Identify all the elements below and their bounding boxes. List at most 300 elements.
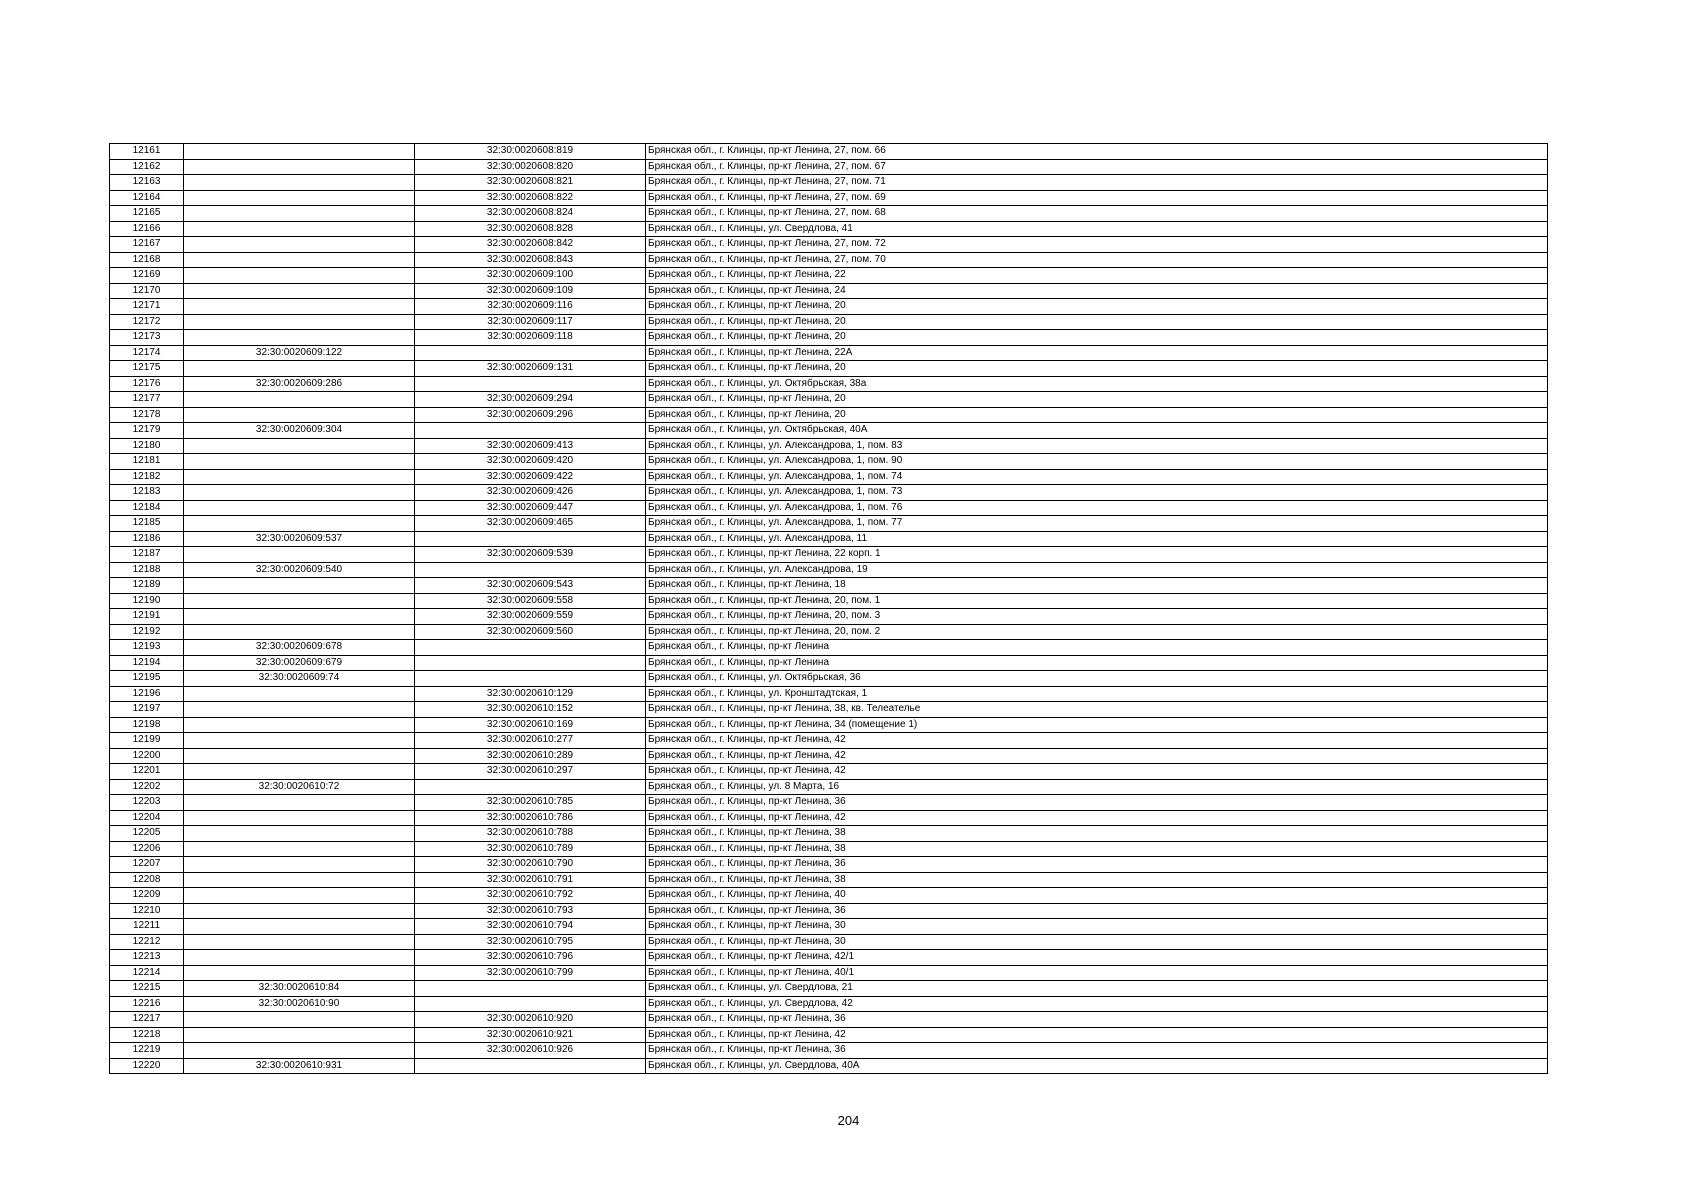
- table-row: [110, 252, 1548, 268]
- cadastral-number-secondary-cell: [415, 981, 646, 997]
- row-number-cell: 12180: [110, 438, 184, 454]
- address-cell: Брянская обл., г. Клинцы, пр-кт Ленина, 22: [646, 268, 1548, 284]
- cadastral-number-cell: [184, 330, 415, 346]
- row-number-cell: 12191: [110, 609, 184, 625]
- address-cell: Брянская обл., г. Клинцы, пр-кт Ленина, 36: [646, 795, 1548, 811]
- cadastral-number-cell: [184, 252, 415, 268]
- row-number-cell: 12183: [110, 485, 184, 501]
- table-row: [110, 903, 1548, 919]
- table-row: [110, 593, 1548, 609]
- row-number-cell: 12197: [110, 702, 184, 718]
- address-cell: Брянская обл., г. Клинцы, пр-кт Ленина, 38: [646, 826, 1548, 842]
- row-number-cell: 12193: [110, 640, 184, 656]
- row-number-cell: 12164: [110, 190, 184, 206]
- row-number-cell: 12216: [110, 996, 184, 1012]
- cadastral-number-secondary-cell: 32:30:0020609:539: [415, 547, 646, 563]
- cadastral-number-secondary-cell: 32:30:0020610:790: [415, 857, 646, 873]
- cadastral-number-secondary-cell: [415, 671, 646, 687]
- address-cell: Брянская обл., г. Клинцы, пр-кт Ленина, 24: [646, 283, 1548, 299]
- row-number-cell: 12172: [110, 314, 184, 330]
- address-cell: Брянская обл., г. Клинцы, пр-кт Ленина, 38: [646, 841, 1548, 857]
- address-cell: Брянская обл., г. Клинцы, ул. Александрова, 1, пом. 74: [646, 469, 1548, 485]
- address-cell: Брянская обл., г. Клинцы, ул. Октябрьская, 36: [646, 671, 1548, 687]
- address-cell: Брянская обл., г. Клинцы, пр-кт Ленина, 30: [646, 934, 1548, 950]
- row-number-cell: 12206: [110, 841, 184, 857]
- table-row: [110, 779, 1548, 795]
- cadastral-number-cell: [184, 872, 415, 888]
- cadastral-number-secondary-cell: 32:30:0020609:426: [415, 485, 646, 501]
- cadastral-number-cell: 32:30:0020609:304: [184, 423, 415, 439]
- address-cell: Брянская обл., г. Клинцы, пр-кт Ленина, 20, пом. 2: [646, 624, 1548, 640]
- address-cell: Брянская обл., г. Клинцы, пр-кт Ленина, 20: [646, 330, 1548, 346]
- row-number-cell: 12171: [110, 299, 184, 315]
- cadastral-number-secondary-cell: [415, 345, 646, 361]
- cadastral-number-secondary-cell: 32:30:0020608:828: [415, 221, 646, 237]
- table-row: [110, 516, 1548, 532]
- address-cell: Брянская обл., г. Клинцы, ул. Свердлова, 21: [646, 981, 1548, 997]
- row-number-cell: 12210: [110, 903, 184, 919]
- table-row: [110, 1012, 1548, 1028]
- cadastral-number-secondary-cell: 32:30:0020609:100: [415, 268, 646, 284]
- address-cell: Брянская обл., г. Клинцы, пр-кт Ленина, 27, пом. 66: [646, 144, 1548, 160]
- row-number-cell: 12199: [110, 733, 184, 749]
- address-cell: Брянская обл., г. Клинцы, пр-кт Ленина, 38, кв. Телеателье: [646, 702, 1548, 718]
- table-row: [110, 810, 1548, 826]
- table-row: [110, 624, 1548, 640]
- cadastral-number-secondary-cell: [415, 423, 646, 439]
- cadastral-number-cell: [184, 965, 415, 981]
- address-cell: Брянская обл., г. Клинцы, пр-кт Ленина, 42/1: [646, 950, 1548, 966]
- table-row: [110, 996, 1548, 1012]
- row-number-cell: 12200: [110, 748, 184, 764]
- address-cell: Брянская обл., г. Клинцы, пр-кт Ленина, 40/1: [646, 965, 1548, 981]
- row-number-cell: 12166: [110, 221, 184, 237]
- row-number-cell: 12181: [110, 454, 184, 470]
- address-cell: Брянская обл., г. Клинцы, ул. Свердлова, 41: [646, 221, 1548, 237]
- table-row: [110, 934, 1548, 950]
- table-row: [110, 407, 1548, 423]
- row-number-cell: 12190: [110, 593, 184, 609]
- table-row: [110, 1058, 1548, 1074]
- cadastral-number-secondary-cell: 32:30:0020610:788: [415, 826, 646, 842]
- cadastral-number-cell: [184, 795, 415, 811]
- table-row: [110, 330, 1548, 346]
- table-row: [110, 965, 1548, 981]
- table-row: [110, 981, 1548, 997]
- row-number-cell: 12194: [110, 655, 184, 671]
- row-number-cell: 12178: [110, 407, 184, 423]
- table-row: [110, 237, 1548, 253]
- cadastral-number-cell: [184, 454, 415, 470]
- cadastral-number-cell: 32:30:0020610:90: [184, 996, 415, 1012]
- table-row: [110, 795, 1548, 811]
- row-number-cell: 12188: [110, 562, 184, 578]
- cadastral-number-secondary-cell: 32:30:0020610:920: [415, 1012, 646, 1028]
- cadastral-number-cell: [184, 919, 415, 935]
- cadastral-number-cell: [184, 190, 415, 206]
- table-row: [110, 206, 1548, 222]
- cadastral-number-cell: [184, 237, 415, 253]
- row-number-cell: 12212: [110, 934, 184, 950]
- cadastral-number-cell: [184, 500, 415, 516]
- address-cell: Брянская обл., г. Клинцы, ул. Александрова, 1, пом. 90: [646, 454, 1548, 470]
- table-row: [110, 392, 1548, 408]
- row-number-cell: 12192: [110, 624, 184, 640]
- row-number-cell: 12174: [110, 345, 184, 361]
- address-cell: Брянская обл., г. Клинцы, пр-кт Ленина, 27, пом. 70: [646, 252, 1548, 268]
- table-row: [110, 733, 1548, 749]
- address-cell: Брянская обл., г. Клинцы, ул. Октябрьская, 38а: [646, 376, 1548, 392]
- cadastral-number-secondary-cell: 32:30:0020610:921: [415, 1027, 646, 1043]
- row-number-cell: 12205: [110, 826, 184, 842]
- row-number-cell: 12177: [110, 392, 184, 408]
- cadastral-number-cell: 32:30:0020610:84: [184, 981, 415, 997]
- cadastral-number-secondary-cell: 32:30:0020610:791: [415, 872, 646, 888]
- row-number-cell: 12168: [110, 252, 184, 268]
- address-cell: Брянская обл., г. Клинцы, пр-кт Ленина, 36: [646, 1012, 1548, 1028]
- row-number-cell: 12173: [110, 330, 184, 346]
- table-row: [110, 640, 1548, 656]
- cadastral-number-secondary-cell: 32:30:0020609:116: [415, 299, 646, 315]
- cadastral-number-secondary-cell: 32:30:0020610:152: [415, 702, 646, 718]
- address-cell: Брянская обл., г. Клинцы, пр-кт Ленина: [646, 655, 1548, 671]
- cadastral-number-secondary-cell: 32:30:0020608:819: [415, 144, 646, 160]
- table-row: [110, 283, 1548, 299]
- address-cell: Брянская обл., г. Клинцы, пр-кт Ленина, 20: [646, 314, 1548, 330]
- address-cell: Брянская обл., г. Клинцы, пр-кт Ленина, 27, пом. 67: [646, 159, 1548, 175]
- cadastral-number-secondary-cell: 32:30:0020610:297: [415, 764, 646, 780]
- address-cell: Брянская обл., г. Клинцы, пр-кт Ленина, 36: [646, 1043, 1548, 1059]
- row-number-cell: 12207: [110, 857, 184, 873]
- address-cell: Брянская обл., г. Клинцы, ул. Александрова, 11: [646, 531, 1548, 547]
- cadastral-number-secondary-cell: [415, 1058, 646, 1074]
- cadastral-number-secondary-cell: 32:30:0020610:129: [415, 686, 646, 702]
- table-row: [110, 221, 1548, 237]
- cadastral-number-secondary-cell: 32:30:0020608:842: [415, 237, 646, 253]
- cadastral-number-cell: [184, 841, 415, 857]
- cadastral-number-cell: [184, 268, 415, 284]
- cadastral-number-secondary-cell: [415, 996, 646, 1012]
- table-row: [110, 1043, 1548, 1059]
- cadastral-number-secondary-cell: 32:30:0020609:109: [415, 283, 646, 299]
- table-row: [110, 438, 1548, 454]
- table-row: [110, 764, 1548, 780]
- table-row: [110, 950, 1548, 966]
- row-number-cell: 12163: [110, 175, 184, 191]
- cadastral-number-cell: [184, 144, 415, 160]
- cadastral-number-cell: 32:30:0020609:540: [184, 562, 415, 578]
- address-cell: Брянская обл., г. Клинцы, ул. Свердлова, 42: [646, 996, 1548, 1012]
- table-row: [110, 1027, 1548, 1043]
- address-cell: Брянская обл., г. Клинцы, пр-кт Ленина, 34 (помещение 1): [646, 717, 1548, 733]
- cadastral-number-secondary-cell: 32:30:0020609:543: [415, 578, 646, 594]
- cadastral-number-secondary-cell: 32:30:0020609:117: [415, 314, 646, 330]
- cadastral-number-cell: [184, 702, 415, 718]
- cadastral-number-secondary-cell: [415, 655, 646, 671]
- address-cell: Брянская обл., г. Клинцы, пр-кт Ленина, 42: [646, 748, 1548, 764]
- cadastral-number-cell: [184, 392, 415, 408]
- cadastral-number-cell: 32:30:0020609:74: [184, 671, 415, 687]
- cadastral-number-cell: [184, 857, 415, 873]
- row-number-cell: 12203: [110, 795, 184, 811]
- address-cell: Брянская обл., г. Клинцы, пр-кт Ленина: [646, 640, 1548, 656]
- cadastral-number-secondary-cell: 32:30:0020609:413: [415, 438, 646, 454]
- cadastral-number-secondary-cell: 32:30:0020609:294: [415, 392, 646, 408]
- cadastral-number-cell: [184, 950, 415, 966]
- row-number-cell: 12214: [110, 965, 184, 981]
- table-row: [110, 717, 1548, 733]
- cadastral-number-cell: [184, 826, 415, 842]
- address-cell: Брянская обл., г. Клинцы, ул. Александрова, 1, пом. 83: [646, 438, 1548, 454]
- cadastral-number-secondary-cell: 32:30:0020610:793: [415, 903, 646, 919]
- cadastral-number-secondary-cell: [415, 640, 646, 656]
- cadastral-number-secondary-cell: 32:30:0020610:796: [415, 950, 646, 966]
- address-cell: Брянская обл., г. Клинцы, пр-кт Ленина, 30: [646, 919, 1548, 935]
- cadastral-number-secondary-cell: 32:30:0020610:794: [415, 919, 646, 935]
- cadastral-number-cell: [184, 438, 415, 454]
- table-row: [110, 454, 1548, 470]
- cadastral-number-cell: [184, 361, 415, 377]
- address-cell: Брянская обл., г. Клинцы, пр-кт Ленина, 27, пом. 69: [646, 190, 1548, 206]
- table-row: [110, 547, 1548, 563]
- row-number-cell: 12198: [110, 717, 184, 733]
- table-row: [110, 314, 1548, 330]
- cadastral-number-secondary-cell: 32:30:0020609:447: [415, 500, 646, 516]
- cadastral-number-secondary-cell: 32:30:0020609:559: [415, 609, 646, 625]
- table-row: [110, 671, 1548, 687]
- cadastral-number-cell: [184, 903, 415, 919]
- table-row: [110, 423, 1548, 439]
- cadastral-number-secondary-cell: [415, 531, 646, 547]
- cadastral-number-cell: [184, 578, 415, 594]
- cadastral-number-cell: [184, 593, 415, 609]
- cadastral-number-cell: [184, 469, 415, 485]
- address-cell: Брянская обл., г. Клинцы, пр-кт Ленина, 22 корп. 1: [646, 547, 1548, 563]
- cadastral-number-secondary-cell: 32:30:0020609:465: [415, 516, 646, 532]
- address-cell: Брянская обл., г. Клинцы, пр-кт Ленина, 38: [646, 872, 1548, 888]
- cadastral-number-cell: 32:30:0020609:286: [184, 376, 415, 392]
- row-number-cell: 12218: [110, 1027, 184, 1043]
- address-cell: Брянская обл., г. Клинцы, пр-кт Ленина, 36: [646, 857, 1548, 873]
- cadastral-number-cell: [184, 1012, 415, 1028]
- cadastral-number-secondary-cell: 32:30:0020610:799: [415, 965, 646, 981]
- address-cell: Брянская обл., г. Клинцы, ул. Александрова, 19: [646, 562, 1548, 578]
- cadastral-number-secondary-cell: 32:30:0020610:795: [415, 934, 646, 950]
- row-number-cell: 12189: [110, 578, 184, 594]
- row-number-cell: 12195: [110, 671, 184, 687]
- cadastral-number-cell: [184, 733, 415, 749]
- address-cell: Брянская обл., г. Клинцы, пр-кт Ленина, 20: [646, 407, 1548, 423]
- cadastral-number-secondary-cell: [415, 779, 646, 795]
- table-row: [110, 190, 1548, 206]
- row-number-cell: 12187: [110, 547, 184, 563]
- address-cell: Брянская обл., г. Клинцы, ул. Александрова, 1, пом. 76: [646, 500, 1548, 516]
- cadastral-number-secondary-cell: 32:30:0020610:926: [415, 1043, 646, 1059]
- table-row: [110, 655, 1548, 671]
- address-cell: Брянская обл., г. Клинцы, пр-кт Ленина, 36: [646, 903, 1548, 919]
- address-cell: Брянская обл., г. Клинцы, пр-кт Ленина, 27, пом. 72: [646, 237, 1548, 253]
- row-number-cell: 12202: [110, 779, 184, 795]
- address-cell: Брянская обл., г. Клинцы, пр-кт Ленина, 22А: [646, 345, 1548, 361]
- cadastral-number-secondary-cell: 32:30:0020610:786: [415, 810, 646, 826]
- table-row: [110, 361, 1548, 377]
- row-number-cell: 12182: [110, 469, 184, 485]
- registry-sheet: [109, 143, 1548, 1074]
- cadastral-number-cell: [184, 175, 415, 191]
- table-row: [110, 609, 1548, 625]
- table-row: [110, 702, 1548, 718]
- table-row: [110, 888, 1548, 904]
- cadastral-number-cell: [184, 547, 415, 563]
- row-number-cell: 12169: [110, 268, 184, 284]
- cadastral-number-cell: 32:30:0020609:679: [184, 655, 415, 671]
- row-number-cell: 12217: [110, 1012, 184, 1028]
- cadastral-number-secondary-cell: 32:30:0020610:289: [415, 748, 646, 764]
- row-number-cell: 12201: [110, 764, 184, 780]
- address-cell: Брянская обл., г. Клинцы, пр-кт Ленина, 42: [646, 1027, 1548, 1043]
- cadastral-number-secondary-cell: [415, 562, 646, 578]
- cadastral-number-cell: [184, 1043, 415, 1059]
- cadastral-number-cell: [184, 888, 415, 904]
- address-cell: Брянская обл., г. Клинцы, пр-кт Ленина, 42: [646, 810, 1548, 826]
- row-number-cell: 12220: [110, 1058, 184, 1074]
- cadastral-number-secondary-cell: 32:30:0020609:118: [415, 330, 646, 346]
- cadastral-number-cell: [184, 686, 415, 702]
- address-cell: Брянская обл., г. Клинцы, ул. Октябрьская, 40А: [646, 423, 1548, 439]
- cadastral-number-secondary-cell: 32:30:0020608:821: [415, 175, 646, 191]
- registry-table-body: [110, 144, 1548, 1074]
- row-number-cell: 12211: [110, 919, 184, 935]
- table-row: [110, 485, 1548, 501]
- address-cell: Брянская обл., г. Клинцы, пр-кт Ленина, 27, пом. 71: [646, 175, 1548, 191]
- row-number-cell: 12204: [110, 810, 184, 826]
- table-row: [110, 841, 1548, 857]
- address-cell: Брянская обл., г. Клинцы, пр-кт Ленина, 42: [646, 764, 1548, 780]
- cadastral-number-cell: [184, 283, 415, 299]
- address-cell: Брянская обл., г. Клинцы, пр-кт Ленина, 27, пом. 68: [646, 206, 1548, 222]
- cadastral-number-cell: [184, 624, 415, 640]
- cadastral-number-cell: 32:30:0020609:122: [184, 345, 415, 361]
- row-number-cell: 12184: [110, 500, 184, 516]
- address-cell: Брянская обл., г. Клинцы, пр-кт Ленина, 20, пом. 3: [646, 609, 1548, 625]
- address-cell: Брянская обл., г. Клинцы, пр-кт Ленина, 20: [646, 392, 1548, 408]
- table-row: [110, 299, 1548, 315]
- row-number-cell: 12175: [110, 361, 184, 377]
- cadastral-number-cell: 32:30:0020610:72: [184, 779, 415, 795]
- cadastral-number-secondary-cell: 32:30:0020610:277: [415, 733, 646, 749]
- cadastral-number-secondary-cell: 32:30:0020610:785: [415, 795, 646, 811]
- table-row: [110, 144, 1548, 160]
- table-row: [110, 500, 1548, 516]
- cadastral-number-cell: [184, 748, 415, 764]
- cadastral-number-secondary-cell: 32:30:0020610:789: [415, 841, 646, 857]
- row-number-cell: 12215: [110, 981, 184, 997]
- cadastral-number-cell: [184, 314, 415, 330]
- cadastral-number-secondary-cell: 32:30:0020610:792: [415, 888, 646, 904]
- address-cell: Брянская обл., г. Клинцы, ул. Свердлова, 40А: [646, 1058, 1548, 1074]
- cadastral-number-secondary-cell: 32:30:0020608:822: [415, 190, 646, 206]
- address-cell: Брянская обл., г. Клинцы, пр-кт Ленина, 40: [646, 888, 1548, 904]
- cadastral-number-cell: [184, 299, 415, 315]
- cadastral-number-secondary-cell: 32:30:0020609:131: [415, 361, 646, 377]
- cadastral-number-secondary-cell: 32:30:0020610:169: [415, 717, 646, 733]
- row-number-cell: 12161: [110, 144, 184, 160]
- table-row: [110, 469, 1548, 485]
- row-number-cell: 12213: [110, 950, 184, 966]
- row-number-cell: 12162: [110, 159, 184, 175]
- cadastral-number-secondary-cell: 32:30:0020608:824: [415, 206, 646, 222]
- address-cell: Брянская обл., г. Клинцы, пр-кт Ленина, 20: [646, 299, 1548, 315]
- address-cell: Брянская обл., г. Клинцы, ул. Александрова, 1, пом. 73: [646, 485, 1548, 501]
- cadastral-number-cell: [184, 159, 415, 175]
- address-cell: Брянская обл., г. Клинцы, пр-кт Ленина, 42: [646, 733, 1548, 749]
- table-row: [110, 748, 1548, 764]
- address-cell: Брянская обл., г. Клинцы, ул. Александрова, 1, пом. 77: [646, 516, 1548, 532]
- cadastral-number-cell: [184, 810, 415, 826]
- table-row: [110, 531, 1548, 547]
- row-number-cell: 12167: [110, 237, 184, 253]
- cadastral-number-secondary-cell: [415, 376, 646, 392]
- table-row: [110, 857, 1548, 873]
- row-number-cell: 12219: [110, 1043, 184, 1059]
- registry-table: [109, 143, 1548, 1074]
- cadastral-number-cell: [184, 221, 415, 237]
- table-row: [110, 268, 1548, 284]
- table-row: [110, 175, 1548, 191]
- cadastral-number-cell: 32:30:0020609:537: [184, 531, 415, 547]
- table-row: [110, 345, 1548, 361]
- table-row: [110, 872, 1548, 888]
- row-number-cell: 12208: [110, 872, 184, 888]
- cadastral-number-secondary-cell: 32:30:0020609:296: [415, 407, 646, 423]
- cadastral-number-cell: [184, 717, 415, 733]
- row-number-cell: 12176: [110, 376, 184, 392]
- cadastral-number-cell: [184, 206, 415, 222]
- cadastral-number-secondary-cell: 32:30:0020609:420: [415, 454, 646, 470]
- table-row: [110, 578, 1548, 594]
- row-number-cell: 12165: [110, 206, 184, 222]
- cadastral-number-cell: [184, 609, 415, 625]
- cadastral-number-cell: [184, 1027, 415, 1043]
- table-row: [110, 826, 1548, 842]
- cadastral-number-cell: [184, 485, 415, 501]
- cadastral-number-cell: [184, 407, 415, 423]
- row-number-cell: 12170: [110, 283, 184, 299]
- table-row: [110, 159, 1548, 175]
- cadastral-number-cell: 32:30:0020609:678: [184, 640, 415, 656]
- row-number-cell: 12209: [110, 888, 184, 904]
- cadastral-number-cell: 32:30:0020610:931: [184, 1058, 415, 1074]
- row-number-cell: 12186: [110, 531, 184, 547]
- cadastral-number-secondary-cell: 32:30:0020609:560: [415, 624, 646, 640]
- cadastral-number-secondary-cell: 32:30:0020609:558: [415, 593, 646, 609]
- address-cell: Брянская обл., г. Клинцы, пр-кт Ленина, 20: [646, 361, 1548, 377]
- table-row: [110, 686, 1548, 702]
- address-cell: Брянская обл., г. Клинцы, пр-кт Ленина, 20, пом. 1: [646, 593, 1548, 609]
- cadastral-number-secondary-cell: 32:30:0020608:843: [415, 252, 646, 268]
- cadastral-number-cell: [184, 934, 415, 950]
- row-number-cell: 12185: [110, 516, 184, 532]
- row-number-cell: 12179: [110, 423, 184, 439]
- page-number: 204: [837, 1113, 860, 1128]
- cadastral-number-cell: [184, 516, 415, 532]
- row-number-cell: 12196: [110, 686, 184, 702]
- table-row: [110, 562, 1548, 578]
- table-row: [110, 919, 1548, 935]
- cadastral-number-cell: [184, 764, 415, 780]
- cadastral-number-secondary-cell: 32:30:0020609:422: [415, 469, 646, 485]
- address-cell: Брянская обл., г. Клинцы, ул. Кронштадтская, 1: [646, 686, 1548, 702]
